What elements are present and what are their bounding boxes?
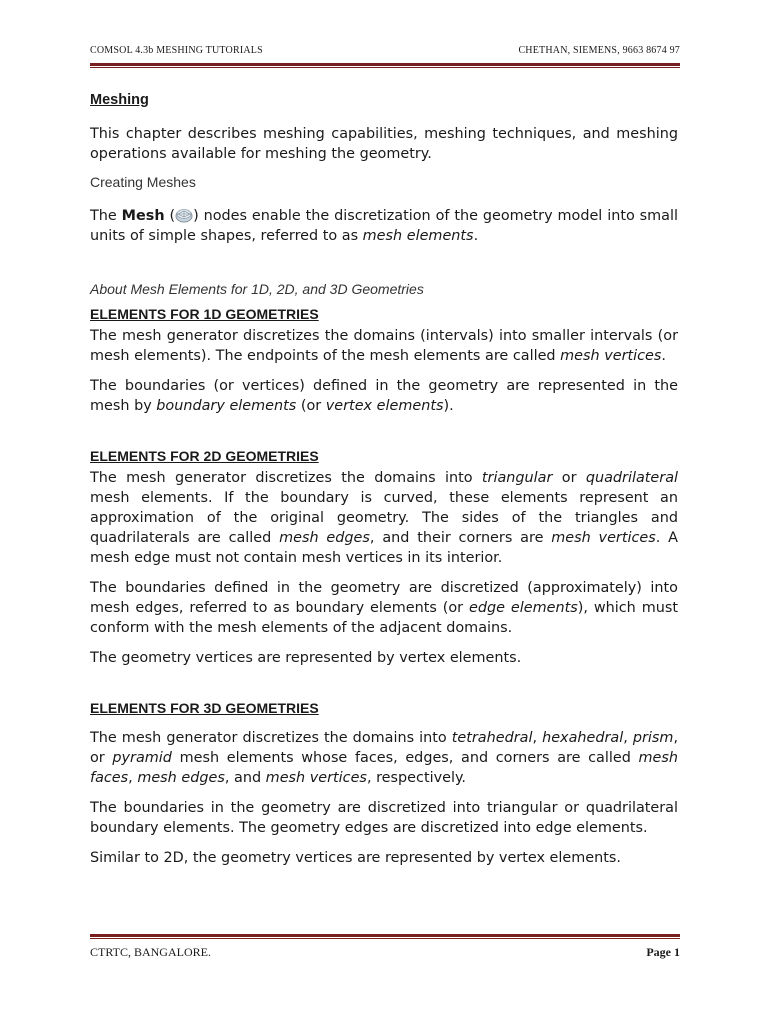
header-rule-thin bbox=[90, 67, 680, 68]
text-run: mesh elements. If the boundary is curved, these elements represent an approximation of the original geometry. The sides of the triangles and quadrilaterals are called bbox=[90, 490, 678, 546]
page-content bbox=[90, 90, 678, 868]
footer-left: CTRTC, BANGALORE. bbox=[90, 945, 211, 959]
text-run: mesh vertices bbox=[551, 530, 656, 546]
text-run: quadrilateral bbox=[585, 470, 679, 486]
text-run: ). bbox=[443, 398, 454, 414]
text-run: The boundaries defined in the geometry are discretized (approximately) into mesh edges, referred to as boundary elements (or bbox=[90, 580, 678, 616]
text-run: edge elements bbox=[469, 600, 578, 616]
text-run: (or bbox=[296, 398, 326, 414]
header-rule bbox=[90, 63, 680, 66]
text-run: ), which must conform with the mesh elements of the adjacent domains. bbox=[90, 600, 678, 636]
text-run: boundary elements bbox=[156, 398, 297, 414]
text-run: , and bbox=[224, 770, 266, 786]
text-run: The boundaries (or vertices) defined in the geometry are represented in the mesh by bbox=[90, 378, 678, 414]
text-run: The mesh generator discretizes the domains into bbox=[90, 730, 452, 746]
about-heading: About Mesh Elements for 1D, 2D, and 3D Geometries bbox=[90, 281, 424, 297]
text-run: , or bbox=[90, 730, 679, 766]
text-run: mesh edges bbox=[137, 770, 225, 786]
text-run: mesh faces bbox=[90, 750, 679, 786]
mesh-term: Mesh bbox=[121, 208, 165, 224]
page-title: Meshing bbox=[90, 92, 149, 108]
text-run: mesh edges bbox=[279, 530, 370, 546]
header-right: CHETHAN, SIEMENS, 9663 8674 97 bbox=[518, 45, 680, 56]
text-run: or bbox=[552, 470, 586, 486]
text-run: , bbox=[623, 730, 633, 746]
section-2d-paragraph-1 bbox=[90, 468, 678, 568]
page-number: Page 1 bbox=[646, 945, 680, 959]
creating-meshes-heading: Creating Meshes bbox=[90, 174, 196, 190]
section-3d-title: ELEMENTS FOR 3D GEOMETRIES bbox=[90, 700, 319, 716]
text-run: tetrahedral bbox=[451, 730, 533, 746]
text-run: mesh elements whose faces, edges, and corners are called bbox=[171, 750, 639, 766]
footer-rule-thin bbox=[90, 938, 680, 939]
text-run: . bbox=[473, 228, 479, 244]
text-run: , respectively. bbox=[366, 770, 466, 786]
mesh-node-icon bbox=[175, 207, 193, 223]
text-run: The bbox=[90, 208, 122, 224]
section-1d-paragraph-2 bbox=[90, 376, 678, 416]
text-run: , bbox=[128, 770, 138, 786]
text-run: ( bbox=[164, 208, 176, 224]
section-3d-paragraph-2: The boundaries in the geometry are discretized into triangular or quadrilateral boundary elements. The geometry edges are discretized into edge elements. bbox=[90, 800, 678, 836]
text-run: ) nodes enable the discretization of the geometry model into small units of simple shapes, referred to as bbox=[90, 208, 678, 244]
section-2d-title: ELEMENTS FOR 2D GEOMETRIES bbox=[90, 448, 319, 464]
text-run: The mesh generator discretizes the domains into bbox=[90, 470, 482, 486]
text-run: pyramid bbox=[112, 750, 172, 766]
section-2d-paragraph-2 bbox=[90, 578, 678, 638]
text-run: prism bbox=[632, 730, 674, 746]
text-run: vertex elements bbox=[325, 398, 444, 414]
section-2d-paragraph-3: The geometry vertices are represented by vertex elements. bbox=[90, 650, 522, 666]
mesh-paragraph bbox=[90, 206, 678, 246]
text-run: hexahedral bbox=[542, 730, 624, 746]
section-3d-paragraph-3: Similar to 2D, the geometry vertices are represented by vertex elements. bbox=[90, 850, 621, 866]
text-run: mesh elements bbox=[362, 228, 474, 244]
text-run: . A mesh edge must not contain mesh vertices in its interior. bbox=[90, 530, 679, 566]
footer-rule bbox=[90, 934, 680, 937]
intro-paragraph: This chapter describes meshing capabilities, meshing techniques, and meshing operations available for meshing the geometry. bbox=[90, 126, 678, 162]
text-run: The mesh generator discretizes the domains (intervals) into smaller intervals (or mesh elements). The endpoints of the mesh elements are called bbox=[90, 328, 678, 364]
text-run: mesh vertices bbox=[265, 770, 367, 786]
text-run: , bbox=[532, 730, 543, 746]
section-1d-title: ELEMENTS FOR 1D GEOMETRIES bbox=[90, 306, 319, 322]
text-run: mesh vertices bbox=[560, 348, 662, 364]
header-left: COMSOL 4.3b MESHING TUTORIALS bbox=[90, 45, 263, 56]
section-1d-paragraph-1 bbox=[90, 326, 678, 366]
text-run: triangular bbox=[481, 470, 553, 486]
text-run: , and their corners are bbox=[369, 530, 552, 546]
text-run: . bbox=[661, 348, 666, 364]
section-3d-paragraph-1 bbox=[90, 728, 678, 788]
